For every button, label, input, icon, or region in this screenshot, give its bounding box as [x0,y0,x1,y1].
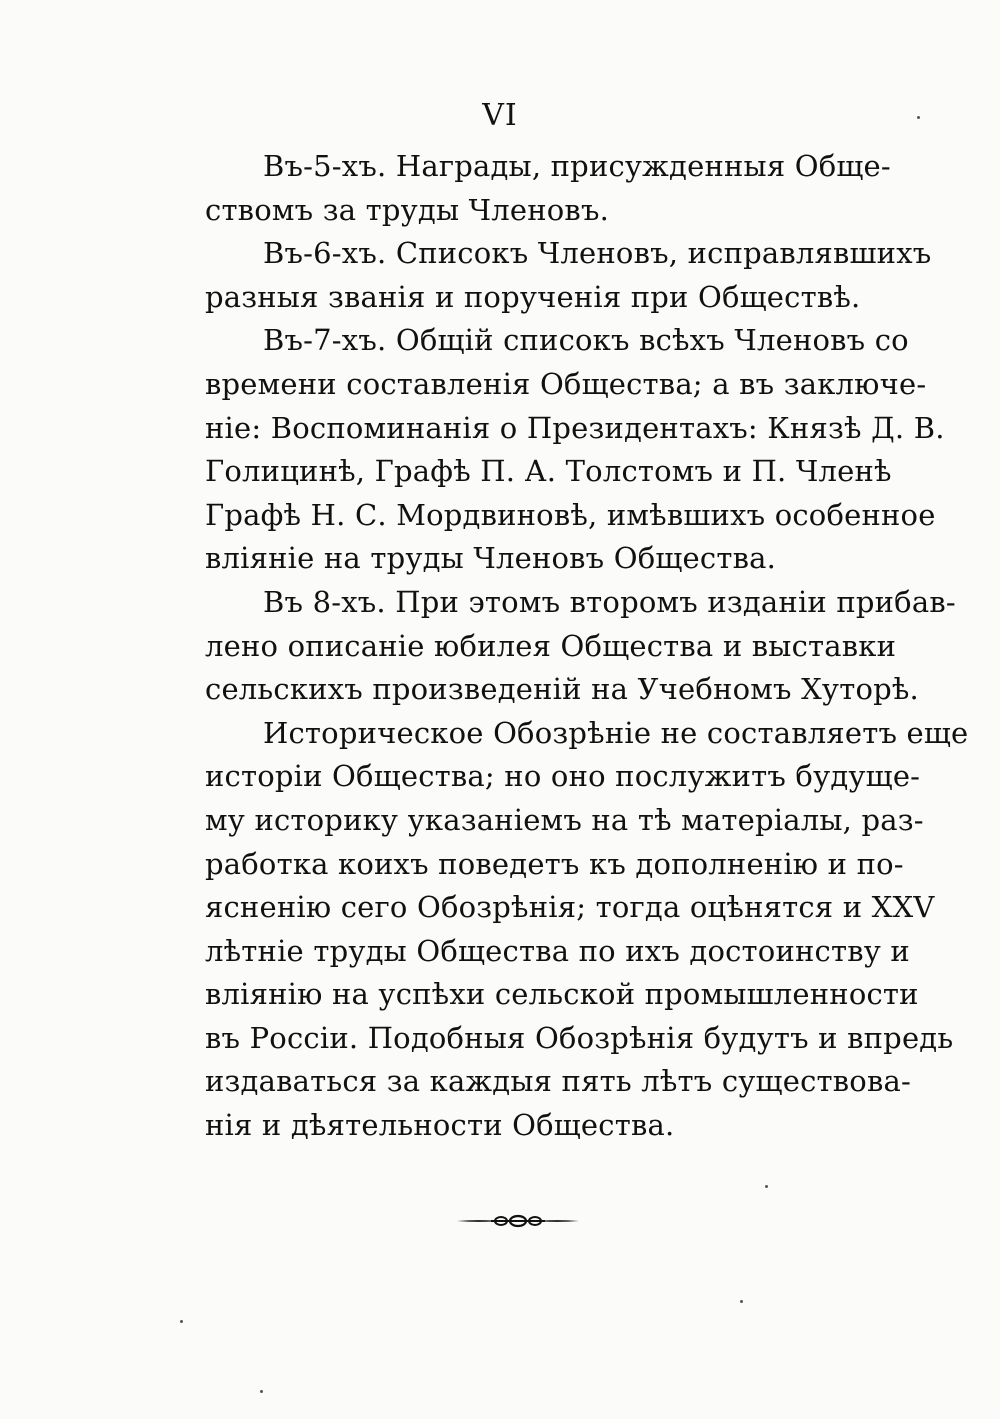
text-line: Голицинѣ, Графѣ П. А. Толстомъ и П. Членѣ [205,454,892,489]
scan-speck [740,1300,743,1303]
text-line: ніе: Воспоминанія о Президентахъ: Князѣ Д. В. [205,410,945,445]
scan-speck [260,1390,263,1393]
text-line: ясненію сего Обозрѣнія; тогда оцѣнятся и XXV [205,890,935,925]
text-line: въ Россіи. Подобныя Обозрѣнія будутъ и впредь [205,1020,954,1055]
text-line: лено описаніе юбилея Общества и выставки [205,628,897,663]
paragraph [205,581,956,712]
text-line: издаваться за каждыя пять лѣтъ существова- [205,1064,911,1099]
text-line: вліянію на успѣхи сельской промышленности [205,977,919,1012]
paragraph [205,145,891,232]
paragraph [205,712,969,1148]
page-number: VI [482,98,518,133]
scan-speck [180,1320,183,1323]
text-line: нія и дѣятельности Общества. [205,1108,675,1143]
paragraph [205,319,945,581]
text-line: Въ-7-хъ. Общій списокъ всѣхъ Членовъ со [263,323,909,358]
text-line: лѣтніе труды Общества по ихъ достоинству и [205,933,910,968]
text-line: Въ-5-хъ. Награды, присужденныя Обще- [263,149,891,183]
text-line: работка коихъ поведетъ къ дополненію и по- [205,846,904,881]
text-line: Въ 8-хъ. При этомъ второмъ изданіи прибав- [263,584,956,619]
body-text [205,145,969,1148]
paragraph [205,232,932,319]
text-line: Въ-6-хъ. Списокъ Членовъ, исправлявшихъ [263,236,932,271]
text-line: Историческое Обозрѣніе не составляетъ еще [263,715,969,750]
text-line: разныя званія и порученія при Обществѣ. [205,279,861,314]
text-line: исторіи Общества; но оно послужитъ будуще- [205,759,921,794]
text-line: времени составленія Общества; а въ заключе- [205,366,927,401]
scan-speck [765,1185,768,1188]
end-ornament [455,1213,581,1229]
text-line: ствомъ за труды Членовъ. [205,192,610,227]
scan-speck [917,116,920,119]
text-line: му историку указаніемъ на тѣ матеріалы, раз- [205,802,924,837]
text-line: Графѣ Н. С. Мордвиновѣ, имѣвшихъ особенное [205,497,936,532]
text-line: сельскихъ произведеній на Учебномъ Хуторѣ. [205,672,919,707]
text-line: вліяніе на труды Членовъ Общества. [205,541,777,576]
